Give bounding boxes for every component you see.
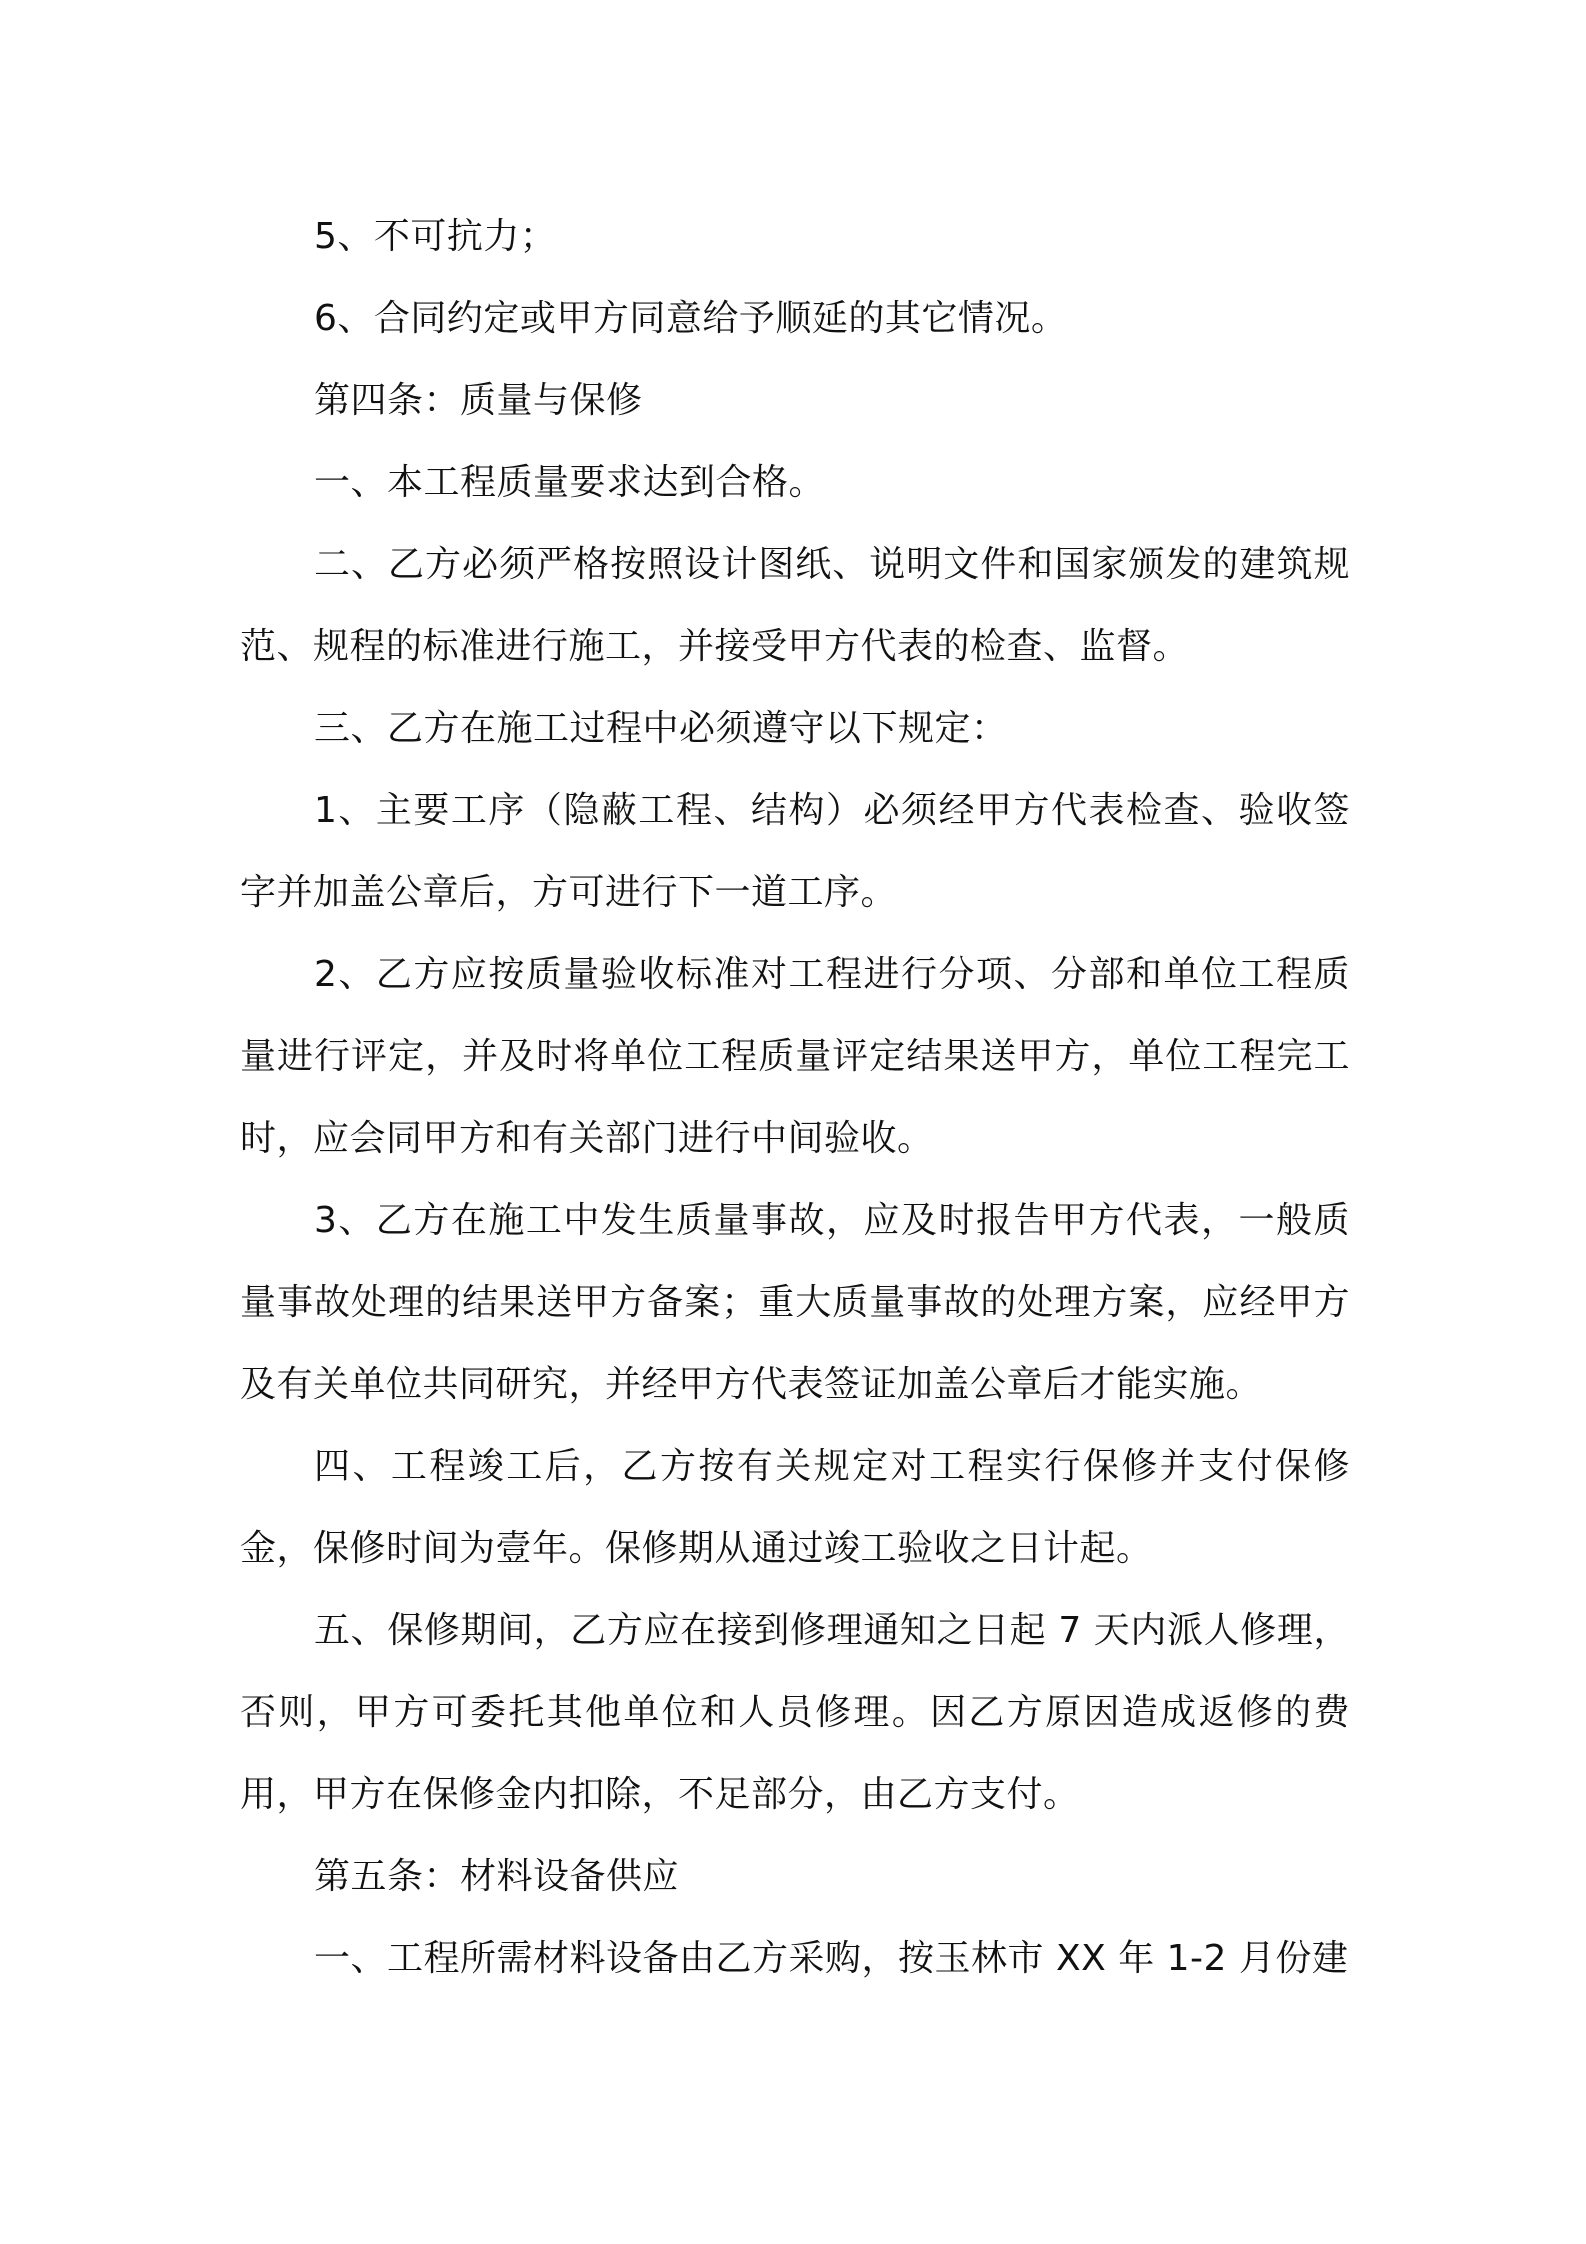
heading-article-four: 第四条：质量与保修 [314, 380, 643, 421]
paragraph-rule-3: 3、乙方在施工中发生质量事故，应及时报告甲方代表，一般质量事故处理的结果送甲方备案；重大质量事故的处理方案，应经甲方及有关单位共同研究，并经甲方代表签证加盖公章后才能实施。 [240, 1200, 1350, 1405]
paragraph-warranty-repair: 五、保修期间，乙方应在接到修理通知之日起 7 天内派人修理，否则，甲方可委托其他单位和人员修理。因乙方原因造成返修的费用，甲方在保修金内扣除，不足部分，由乙方支付。 [240, 1610, 1350, 1815]
paragraph-construction-rules: 三、乙方在施工过程中必须遵守以下规定： [314, 708, 1008, 749]
paragraph-other-extension: 6、合同约定或甲方同意给予顺延的其它情况。 [314, 298, 1068, 339]
paragraph-force-majeure: 5、不可抗力； [314, 216, 557, 257]
document-body [240, 196, 1350, 2000]
paragraph-material-supply: 一、工程所需材料设备由乙方采购，按玉林市 XX 年 1-2 月份建 [314, 1938, 1349, 1979]
paragraph-quality-requirement: 一、本工程质量要求达到合格。 [314, 462, 826, 503]
paragraph-rule-1: 1、主要工序（隐蔽工程、结构）必须经甲方代表检查、验收签字并加盖公章后，方可进行下一道工序。 [240, 790, 1350, 913]
paragraph-construction-standards: 二、乙方必须严格按照设计图纸、说明文件和国家颁发的建筑规范、规程的标准进行施工，并接受甲方代表的检查、监督。 [240, 544, 1350, 667]
paragraph-rule-2: 2、乙方应按质量验收标准对工程进行分项、分部和单位工程质量进行评定，并及时将单位工程质量评定结果送甲方，单位工程完工时，应会同甲方和有关部门进行中间验收。 [240, 954, 1350, 1159]
paragraph-warranty: 四、工程竣工后，乙方按有关规定对工程实行保修并支付保修金，保修时间为壹年。保修期从通过竣工验收之日计起。 [240, 1446, 1350, 1569]
heading-article-five: 第五条：材料设备供应 [314, 1856, 680, 1897]
